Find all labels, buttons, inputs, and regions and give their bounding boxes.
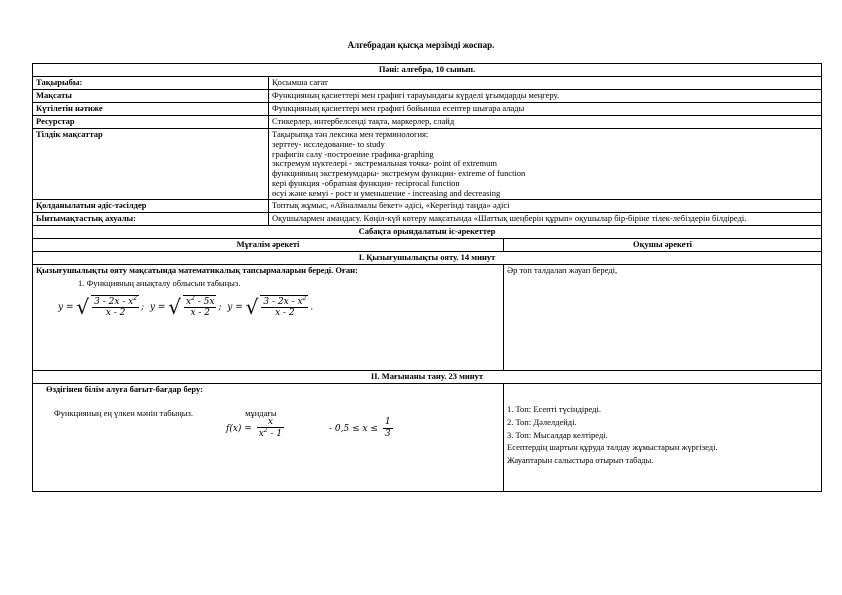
section2-title: II. Мағынаны тану. 23 минут	[33, 371, 822, 384]
topic-label: Тақырыбы:	[33, 77, 269, 90]
language-line: өсуі және кемуі - рост и уменьшение - increasing and decreasing	[272, 187, 501, 198]
sqrt-icon: √	[168, 294, 181, 319]
section2-task: Функцияның ең үлкен мәнін табыңыз.	[54, 407, 193, 418]
topic-value: Қосымша сағат	[269, 77, 822, 90]
student-line: Жауаптарын салыстыра отырып табады.	[507, 455, 654, 466]
methods-value: Топтық жұмыс, «Айналмалы бекет» әдісі, «Керегінді таңда» әдісі	[269, 200, 822, 213]
section1-student: Әр топ талдалап жауап береді,	[504, 265, 822, 371]
student-line: Есептердің шартын құруда талдау жұмыстарын жүргізеді.	[507, 442, 718, 453]
student-header: Оқушы әрекеті	[504, 239, 822, 252]
student-line: 3. Топ: Мысалдар келтіреді.	[507, 429, 608, 440]
cooperation-value: Оқушылармен амандасу. Көңіл-күй көтеру мақсатында «Шаттық шеңберін құрып» оқушылар бір-біріне тілек-лебіздерін білдіреді.	[269, 213, 822, 226]
student-line: 1. Топ: Есепті түсіндіреді.	[507, 404, 601, 415]
language-goals-label: Тілдік мақсаттар	[33, 129, 269, 200]
expected-result-label: Күтілетін нәтиже	[33, 103, 269, 116]
goal-value: Функцияның қасиеттері мен графигі тарауындағы күрделі ұғымдарды меңгеру.	[269, 90, 822, 103]
document-title: Алгебрадан қысқа мерзімді жоспар.	[347, 40, 495, 50]
section2-student	[504, 384, 822, 492]
subject-header: Пәні: алгебра, 10 сынып.	[33, 64, 822, 77]
section1-formulas: y = √ $\frac{3 - 2x - x^2}{x - 2}$ ; y = √ $\frac{x^2 - 5x}{x - 2}$ ; y = √ $\frac{3 - 2x - x^2}{x - 2}$ .	[58, 294, 314, 319]
sqrt-icon: √	[245, 294, 259, 319]
section2-formula: f(x) = $\frac{x}{x^2 - 1}$ - 0,5 ≤ x ≤ $\frac{1}{3}$	[226, 416, 391, 439]
language-goals-value	[269, 129, 822, 200]
language-line: экстремум нүктелері - экстремальная точка- point of extremum	[272, 158, 497, 169]
activities-header: Сабақта орындалатын іс-әрекеттер	[33, 226, 822, 239]
language-line: зерттеу- исследование- to study	[272, 138, 385, 149]
section2-intro: Өздігінен білім алуға бағыт-бағдар беру:	[46, 384, 203, 395]
expected-result-value: Функцияның қасиеттері мен графигі бойынша есептер шығара алады	[269, 103, 822, 116]
section1-task: 1. Функцияның анықталу облысын табыңыз.	[78, 277, 241, 288]
student-line: 2. Топ: Дәлелдейді.	[507, 416, 577, 427]
lesson-plan-table	[32, 63, 822, 492]
language-line: Тақырыпқа тән лексика мен терминология:	[272, 129, 429, 139]
section2-interval-word: мұндағы	[245, 407, 277, 418]
resources-value: Стикерлер, интербелсенді тақта, маркерлер, слайд	[269, 116, 822, 129]
methods-label: Қолданылатын әдіс-тәсілдер	[33, 200, 269, 213]
language-line: графигін салу -построение графика-graphing	[272, 148, 434, 159]
language-line: кері функция -обратная функция- reciprocal function	[272, 177, 460, 188]
language-line: функцияның экстремумдары- экстремум функции- extreme of function	[272, 168, 526, 179]
goal-label: Мақсаты	[33, 90, 269, 103]
section2-teacher	[33, 384, 504, 492]
resources-label: Ресурстар	[33, 116, 269, 129]
cooperation-label: Ынтымақтастық ахуалы:	[33, 213, 269, 226]
section1-teacher	[33, 265, 504, 371]
sqrt-icon: √	[76, 294, 90, 319]
section1-title: I. Қызығушылықты ояту. 14 минут	[33, 252, 822, 265]
teacher-header: Мұғалім әрекеті	[33, 239, 504, 252]
section1-intro: Қызығушылықты ояту мақсатында математикалық тапсырмаларын береді. Оған:	[36, 265, 358, 276]
